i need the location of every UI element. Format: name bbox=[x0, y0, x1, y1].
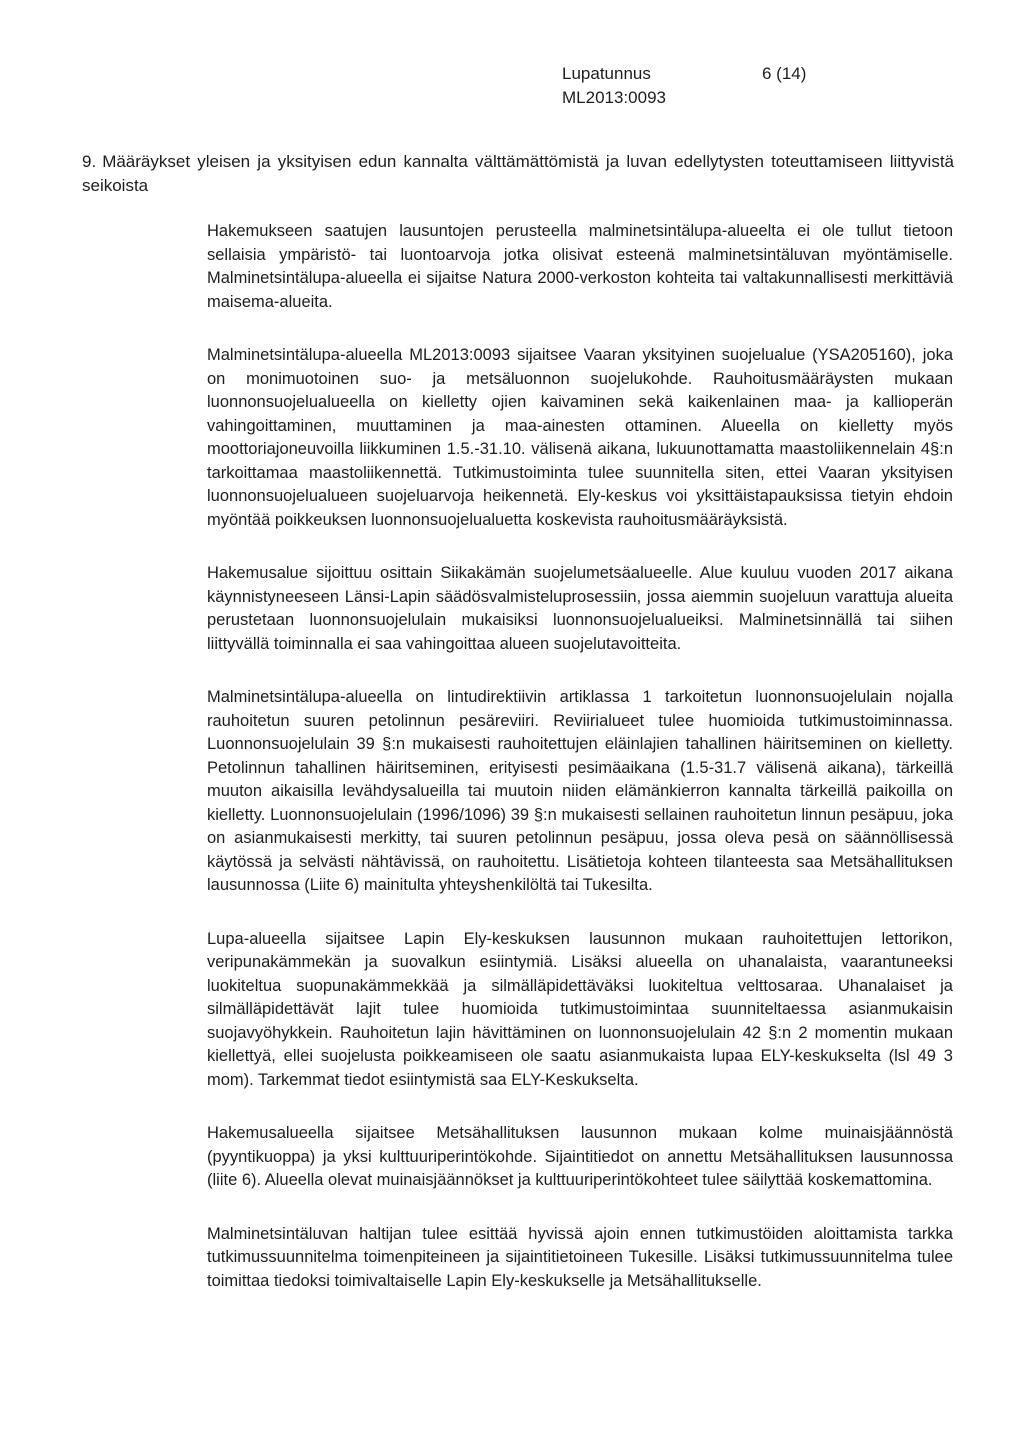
paragraph-1: Hakemukseen saatujen lausuntojen perusteella malminetsintälupa-alueelta ei ole tullut tietoon sellaisia ympäristö- tai luontoarvoja jotka olisivat esteenä malminetsintäluvan myöntämiselle. Malminetsintälupa-alueella ei sijaitse Natura 2000-verkoston kohteita tai valtakunnallisesti merkittäviä maisema-alueita. bbox=[207, 222, 953, 311]
section-heading bbox=[82, 150, 954, 198]
paragraph-5: Lupa-alueella sijaitsee Lapin Ely-keskuksen lausunnon mukaan rauhoitettujen lettorikon, veripunakämmekän ja suovalkun esiintymiä. Lisäksi alueella on uhanalaista, vaarantuneeksi luokiteltua suopunakämmekkää ja silmälläpidettäväksi luokiteltua velttosaraa. Uhanalaiset ja silmälläpidettävät lajit tulee huomioida tutkimustoimintaa suunniteltaessa asianmukaisin suojavyöhykkein. Rauhoitetun lajin hävittäminen on luonnonsuojelulain 42 §:n 2 momentin mukaan kiellettyä, ellei suojelusta poikkeamiseen ole saatu asianmukaista lupaa ELY-keskukselta (lsl 49 3 mom). Tarkemmat tiedot esiintymistä saa ELY-Keskukselta. bbox=[207, 929, 953, 1089]
section-number: 9. bbox=[82, 152, 97, 171]
paragraph-6: Hakemusalueella sijaitsee Metsähallituksen lausunnon mukaan kolme muinaisjäännöstä (pyyntikuoppa) ja yksi kulttuuriperintökohde. Sijaintitiedot on annettu Metsähallituksen lausunnossa (liite 6). Alueella olevat muinaisjäännökset ja kulttuuriperintökohteet tulee säilyttää koskemattomina. bbox=[207, 1124, 953, 1189]
section-title: Määräykset yleisen ja yksityisen edun kannalta välttämättömistä ja luvan edellytysten toteuttamiseen liittyvistä seikoista bbox=[82, 152, 954, 195]
paragraph-3: Hakemusalue sijoittuu osittain Siikakämän suojelumetsäalueelle. Alue kuuluu vuoden 2017 aikana käynnistyneeseen Länsi-Lapin säädösvalmisteluprosessiin, jossa aiemmin suojeluun varattuja alueita perustetaan luonnonsuojelulain mukaisiksi luonnonsuojelualueiksi. Malminetsinnällä tai siihen liittyvällä toiminnalla ei saa vahingoittaa alueen suojelutavoitteita. bbox=[207, 564, 953, 653]
paragraph-2: Malminetsintälupa-alueella ML2013:0093 sijaitsee Vaaran yksityinen suojelualue (YSA205160), joka on monimuotoinen suo- ja metsäluonnon suojelukohde. Rauhoitusmääräysten mukaan luonnonsuojelualueella on kielletty ojien kaivaminen sekä kaikenlainen maa- ja kallioperän vahingoittaminen, muuttaminen ja maa-ainesten ottaminen. Alueella on kielletty myös moottoriajoneuvoilla liikkuminen 1.5.-31.10. välisenä aikana, lukuunottamatta maastoliikennelain 4§:n tarkoittamaa maastoliikennettä. Tutkimustoiminta tulee suunnitella siten, ettei Vaaran yksityisen luonnonsuojelualueen suojeluarvoja heikennetä. Ely-keskus voi yksittäistapauksissa tietyin ehdoin myöntää poikkeuksen luonnonsuojelualuetta koskevista rauhoitusmääräyksistä. bbox=[207, 346, 953, 529]
page-number: 6 (14) bbox=[762, 64, 807, 83]
permit-reference: ML2013:0093 bbox=[562, 88, 666, 107]
page-header bbox=[562, 62, 806, 110]
paragraph-7: Malminetsintäluvan haltijan tulee esittää hyvissä ajoin ennen tutkimustöiden aloittamista tarkka tutkimussuunnitelma toimenpiteineen ja sijaintitietoineen Tukesille. Lisäksi tutkimussuunnitelma tulee toimittaa tiedoksi toimivaltaiselle Lapin Ely-keskukselle ja Metsähallitukselle. bbox=[207, 1224, 953, 1290]
paragraph-4: Malminetsintälupa-alueella on lintudirektiivin artiklassa 1 tarkoitetun luonnonsuojelulain nojalla rauhoitetun suuren petolinnun pesäreviiri. Reviirialueet tulee huomioida tutkimustoiminnassa. Luonnonsuojelulain 39 §:n mukaisesti rauhoitettujen eläinlajien tahallinen häiritseminen on kielletty. Petolinnun tahallinen häiritseminen, erityisesti pesimäaikana (1.5-31.7 välisenä aikana), tärkeillä muuton aikaisilla levähdysalueilla tai muutoin niiden elämänkierron kannalta tärkeillä paikoilla on kielletty. Luonnonsuojelulain (1996/1096) 39 §:n mukaisesti sellainen rauhoitetun linnun pesäpuu, joka on asianmukaisesti merkitty, tai suuren petolinnun pesäpuu, jossa oleva pesä on säännöllisessä käytössä ja selvästi nähtävissä, on rauhoitettu. Lisätietoja kohteen tilanteesta saa Metsähallituksen lausunnossa (Liite 6) mainitulta yhteyshenkilöltä tai Tukesilta. bbox=[207, 688, 953, 894]
header-title: Lupatunnus bbox=[562, 64, 651, 83]
section-body bbox=[207, 220, 953, 1323]
